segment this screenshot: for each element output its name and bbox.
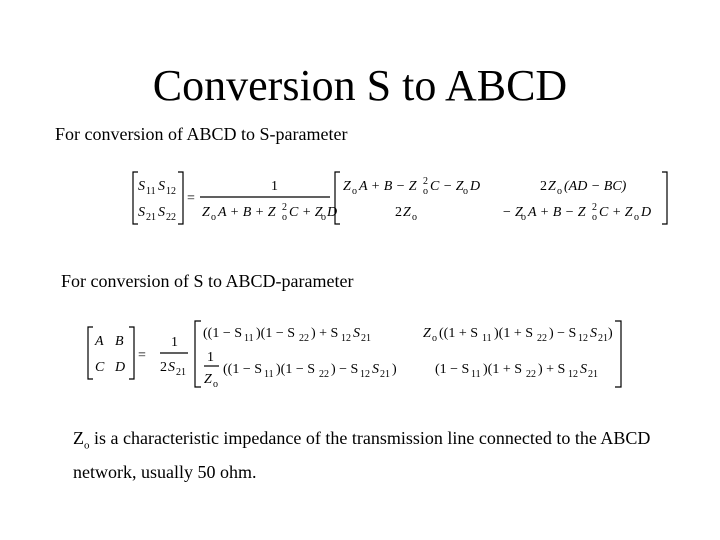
svg-text:D: D [470,179,481,194]
svg-text:A + B + Z: A + B + Z [218,205,276,220]
svg-text:2: 2 [282,202,287,213]
svg-text:o: o [213,379,218,390]
svg-text:)(1 + S: )(1 + S [483,362,523,377]
svg-text:12: 12 [166,186,176,197]
svg-text:22: 22 [319,369,329,380]
svg-text:): ) [608,326,613,341]
svg-text:C + Z: C + Z [599,205,633,220]
svg-text:21: 21 [380,369,390,380]
svg-text:D: D [327,205,338,220]
svg-text:S: S [158,205,165,220]
svg-text:22: 22 [299,333,309,344]
svg-text:(AD − BC): (AD − BC) [564,179,627,194]
svg-text:21: 21 [176,367,186,378]
abcd-to-s-equation [130,166,675,232]
svg-text:2: 2 [540,179,547,194]
svg-text:12: 12 [568,369,578,380]
svg-text:12: 12 [578,333,588,344]
svg-text:2: 2 [423,176,428,187]
svg-text:Z: Z [202,205,210,220]
svg-text:(1 − S: (1 − S [435,362,470,377]
svg-text:C − Z: C − Z [430,179,464,194]
svg-text:11: 11 [482,333,492,344]
svg-text:S: S [580,362,587,377]
svg-text:12: 12 [341,333,351,344]
svg-text:o: o [321,212,326,223]
slide-title: Conversion S to ABCD [152,61,568,110]
svg-text:o: o [423,186,428,197]
svg-text:Z: Z [343,179,351,194]
svg-text:o: o [463,186,468,197]
svg-text:Z: Z [548,179,556,194]
svg-text:2: 2 [160,360,167,375]
svg-text:C: C [95,360,105,375]
svg-text:S: S [372,362,379,377]
zo-symbol: Z [73,428,84,448]
svg-text:D: D [115,360,126,375]
svg-text:22: 22 [166,212,176,223]
s-to-abcd-label: For conversion of S to ABCD-parameter [61,271,354,291]
svg-text:21: 21 [598,333,608,344]
svg-text:1: 1 [207,350,214,365]
svg-text:) + S: ) + S [538,362,566,377]
svg-text:C + Z: C + Z [289,205,323,220]
svg-text:A + B − Z: A + B − Z [528,205,586,220]
svg-text:21: 21 [361,333,371,344]
zo-description: is a characteristic impedance of the transmission line connected to the ABCD network, usually 50 ohm. [73,428,651,482]
svg-text:2: 2 [592,202,597,213]
s-to-abcd-equation [85,313,630,395]
svg-text:o: o [432,333,437,344]
svg-text:S: S [138,179,145,194]
svg-text:)(1 − S: )(1 − S [276,362,316,377]
svg-text:A: A [95,334,104,349]
svg-text:11: 11 [146,186,156,197]
zo-note [73,425,673,485]
svg-text:o: o [282,212,287,223]
svg-text:)(1 − S: )(1 − S [256,326,296,341]
svg-text:D: D [641,205,652,220]
svg-text:21: 21 [146,212,156,223]
svg-text:Z: Z [403,205,411,220]
svg-text:22: 22 [526,369,536,380]
svg-text:o: o [592,212,597,223]
svg-text:o: o [521,212,526,223]
svg-text:)(1 + S: )(1 + S [494,326,534,341]
svg-text:S: S [353,326,360,341]
svg-text:Z: Z [423,326,431,341]
svg-text:((1 − S: ((1 − S [223,362,263,377]
svg-text:A + B − Z: A + B − Z [359,179,417,194]
svg-text:o: o [634,212,639,223]
svg-text:2: 2 [395,205,402,220]
svg-text:S: S [590,326,597,341]
svg-text:S: S [168,360,175,375]
abcd-to-s-label: For conversion of ABCD to S-parameter [55,124,348,144]
svg-text:1: 1 [271,179,278,194]
svg-text:=: = [138,348,146,363]
svg-text:=: = [187,191,195,206]
svg-text:11: 11 [264,369,274,380]
svg-text:B: B [115,334,124,349]
svg-text:22: 22 [537,333,547,344]
svg-text:o: o [352,186,357,197]
svg-text:21: 21 [588,369,598,380]
zo-subscript: o [84,439,90,452]
svg-text:11: 11 [471,369,481,380]
svg-text:− Z: − Z [502,205,523,220]
svg-text:o: o [211,212,216,223]
svg-text:11: 11 [244,333,254,344]
svg-text:1: 1 [171,335,178,350]
svg-text:S: S [138,205,145,220]
svg-text:S: S [158,179,165,194]
svg-text:12: 12 [360,369,370,380]
svg-text:Z: Z [204,372,212,387]
svg-text:) − S: ) − S [331,362,359,377]
svg-text:((1 − S: ((1 − S [203,326,243,341]
svg-text:((1 + S: ((1 + S [439,326,479,341]
svg-text:): ) [392,362,397,377]
svg-text:) − S: ) − S [549,326,577,341]
svg-text:o: o [412,212,417,223]
svg-text:o: o [557,186,562,197]
svg-text:) + S: ) + S [311,326,339,341]
